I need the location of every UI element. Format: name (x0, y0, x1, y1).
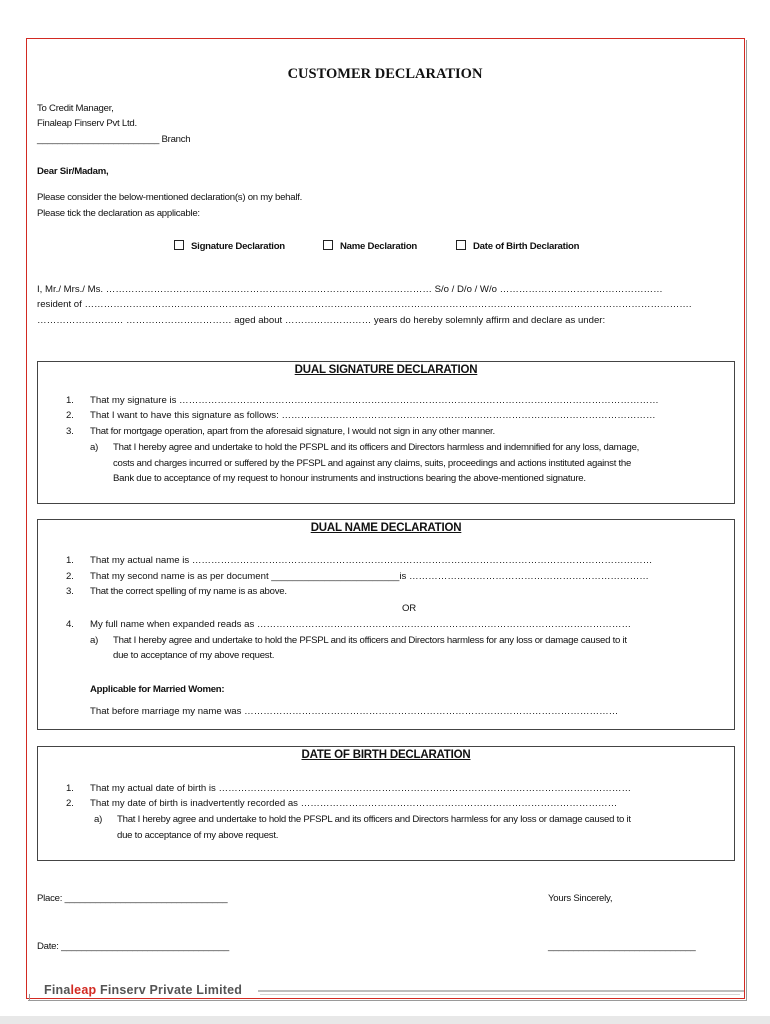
name-checkbox[interactable] (323, 240, 333, 250)
option-dob[interactable] (456, 240, 579, 252)
dual-name-heading: DUAL NAME DECLARATION (310, 522, 462, 534)
married-name-line[interactable]: That before marriage my name was ……………………………………………………………………………………………………… (90, 706, 619, 717)
sig-sub-line-1: That I hereby agree and undertake to hold the PFSPL and its officers and Directors harmless and indemnified for any loss, damage, (113, 442, 640, 453)
name-item-4[interactable]: My full name when expanded reads as ……………………………………………………………………………………………………… (90, 619, 632, 630)
dob-checkbox[interactable] (456, 240, 466, 250)
brand-highlight: leap (70, 983, 97, 997)
dob-sub-label: a) (94, 814, 103, 825)
or-text: OR (402, 603, 416, 614)
dual-signature-heading: DUAL SIGNATURE DECLARATION (294, 364, 478, 376)
option-signature[interactable] (174, 240, 285, 252)
signature-line[interactable]: _____________________________ (548, 941, 696, 952)
sig-item-2-num: 2. (66, 410, 74, 421)
sig-item-2[interactable]: That I want to have this signature as follows: ……………………………………………………………………………………………………… (90, 410, 656, 421)
bottom-band (0, 1016, 770, 1024)
dual-signature-section (37, 361, 735, 504)
name-item-2[interactable]: That my second name is as per document ________________________is ………………………………………………………………… (90, 571, 649, 582)
name-item-4-num: 4. (66, 619, 74, 630)
page-title: CUSTOMER DECLARATION (287, 66, 483, 82)
name-item-1-num: 1. (66, 555, 74, 566)
sig-sub-line-2: costs and charges incurred or suffered by the PFSPL and against any claims, suits, proceedings and actions instituted against the (113, 458, 632, 469)
footer-rule (258, 990, 744, 992)
date-field[interactable]: Date: _________________________________ (37, 941, 229, 952)
address-line-1: To Credit Manager, (37, 103, 114, 114)
dob-sub-line-1: That I hereby agree and undertake to hold the PFSPL and its officers and Directors harmless for any loss or damage caused to it (117, 814, 631, 825)
name-sub-label: a) (90, 635, 99, 646)
salutation: Dear Sir/Madam, (37, 166, 109, 177)
sig-sub-line-3: Bank due to acceptance of my request to honour instruments and instructions bearing the above-mentioned signature. (113, 473, 586, 484)
corner-mark (29, 994, 36, 1001)
name-item-2-num: 2. (66, 571, 74, 582)
address-line-2: Finaleap Finserv Pvt Ltd. (37, 118, 137, 129)
yours-sincerely: Yours Sincerely, (548, 893, 613, 904)
footer-brand-logo (44, 983, 242, 997)
dob-section (37, 746, 735, 861)
sig-sub-label: a) (90, 442, 99, 453)
dob-item-2[interactable]: That my date of birth is inadvertently recorded as ……………………………………………………………………………………… (90, 798, 618, 809)
dob-option-label: Date of Birth Declaration (473, 241, 580, 252)
name-sub-line-2: due to acceptance of my above request. (113, 650, 275, 661)
sig-item-3: That for mortgage operation, apart from the aforesaid signature, I would not sign in any other manner. (90, 426, 495, 437)
name-item-1[interactable]: That my actual name is ……………………………………………………………………………………………………………………………… (90, 555, 653, 566)
brand-suffix: Finserv Private Limited (96, 983, 243, 997)
dob-item-1-num: 1. (66, 783, 74, 794)
declarant-line-2[interactable]: resident of ………………………………………………………………………………………………………………………………………………………………………. (37, 299, 692, 310)
brand-prefix: Fina (44, 983, 71, 997)
place-field[interactable]: Place: ________________________________ (37, 893, 228, 904)
declarant-line-3[interactable]: ……………………… …………………………… aged about ……………………… years do hereby solemnly affirm and declare as under: (37, 315, 606, 326)
signature-option-label: Signature Declaration (191, 241, 285, 252)
branch-blank[interactable]: ________________________ (37, 134, 162, 145)
signature-checkbox[interactable] (174, 240, 184, 250)
dual-name-section (37, 519, 735, 730)
branch-label: Branch (161, 134, 191, 145)
sig-item-3-num: 3. (66, 426, 74, 437)
intro-line-2: Please tick the declaration as applicable: (37, 208, 200, 219)
name-item-3: That the correct spelling of my name is as above. (90, 586, 287, 597)
dob-item-1[interactable]: That my actual date of birth is ………………………………………………………………………………………………………………… (90, 783, 632, 794)
dob-item-2-num: 2. (66, 798, 74, 809)
branch-line (37, 134, 190, 145)
married-women-heading: Applicable for Married Women: (90, 684, 225, 695)
dob-heading: DATE OF BIRTH DECLARATION (301, 749, 471, 761)
footer-rule-secondary (260, 994, 740, 995)
name-option-label: Name Declaration (340, 241, 418, 252)
option-name[interactable] (323, 240, 417, 252)
declarant-line-1[interactable]: I, Mr./ Mrs./ Ms. ………………………………………………………………………………………… S/o / D/o / W/o …………………………………………… (37, 284, 663, 295)
intro-line-1: Please consider the below-mentioned declaration(s) on my behalf. (37, 192, 303, 203)
name-item-3-num: 3. (66, 586, 74, 597)
name-sub-line-1: That I hereby agree and undertake to hold the PFSPL and its officers and Directors harmless for any loss or damage caused to it (113, 635, 627, 646)
dob-sub-line-2: due to acceptance of my above request. (117, 830, 279, 841)
sig-item-1-num: 1. (66, 395, 74, 406)
sig-item-1[interactable]: That my signature is …………………………………………………………………………………………………………………………………… (90, 395, 659, 406)
